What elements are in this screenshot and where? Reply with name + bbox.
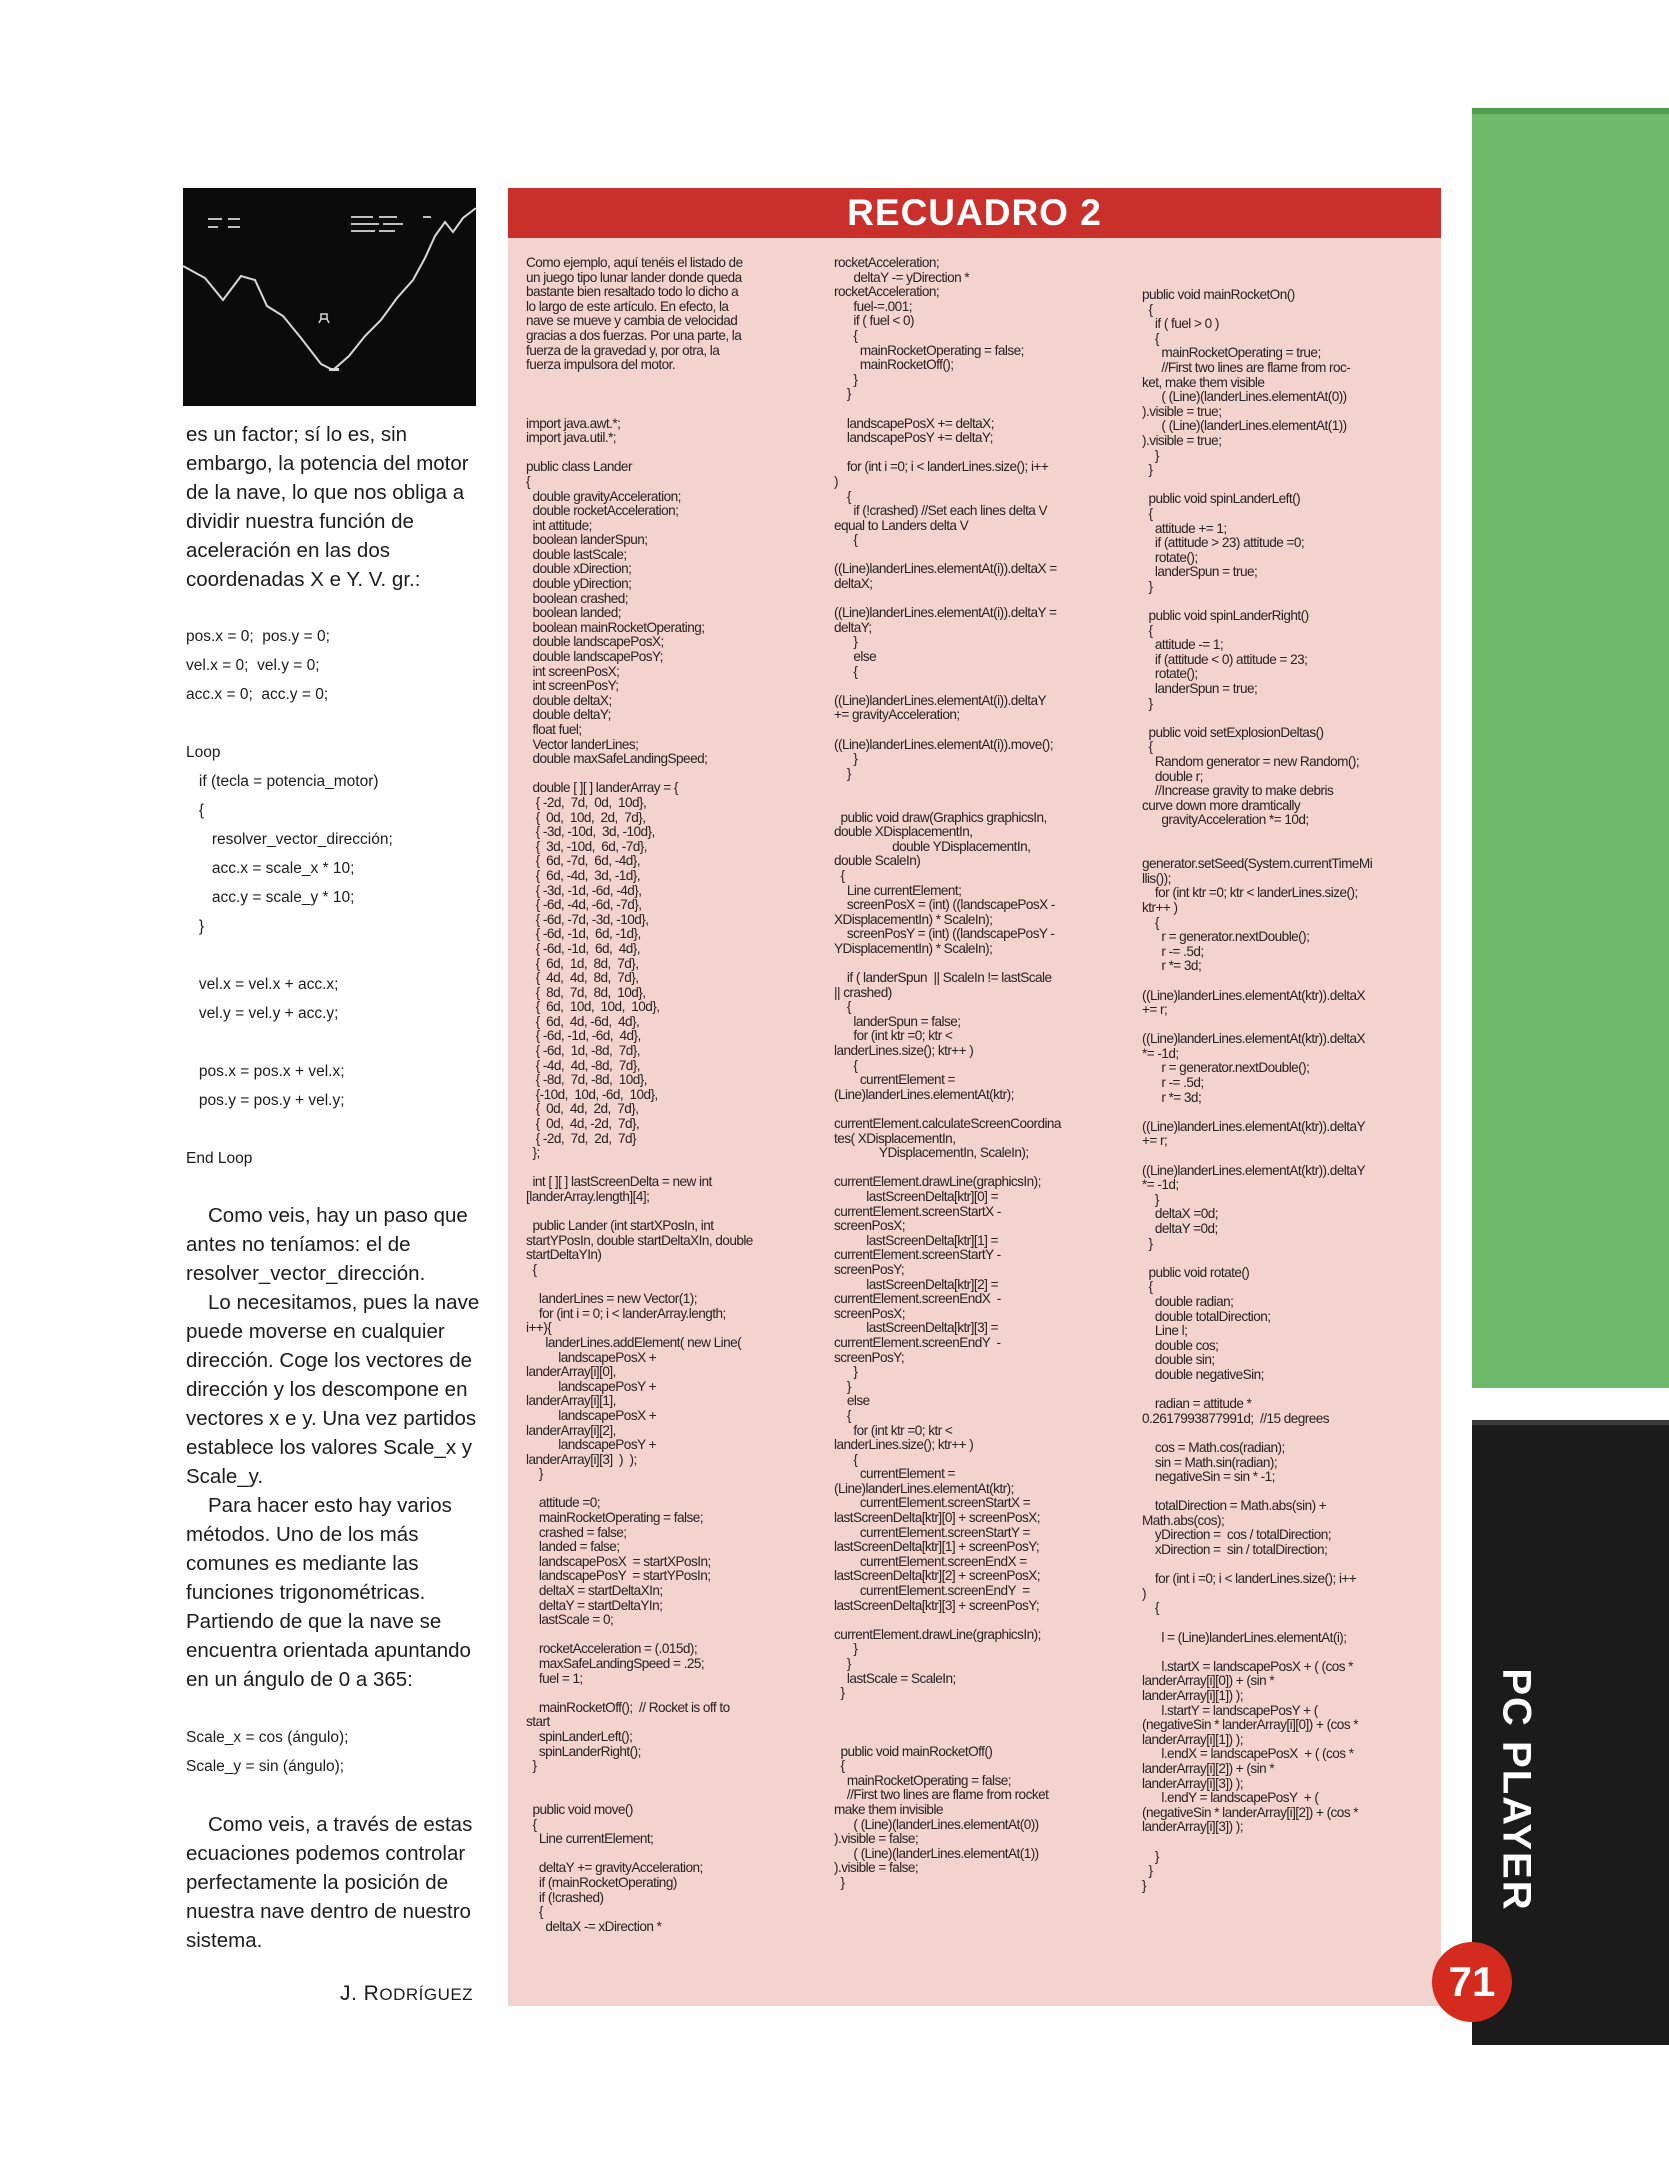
author-initial: J. R — [340, 1982, 380, 2005]
paragraph-4: Como veis, a través de estas ecuaciones podemos controlar perfectamente la posición de nuestra nave dentro de nuestro sistema. — [186, 1813, 473, 1952]
section-color-tab — [1472, 108, 1669, 1388]
init-code: pos.x = 0; pos.y = 0; vel.x = 0; vel.y = 0; acc.x = 0; acc.y = 0; — [186, 628, 330, 703]
code-column-2: rocketAcceleration; deltaY -= yDirection * rocketAcceleration; fuel-=.001; if ( fuel < 0) { mainRocketOperating = false; mainRocketOff(); } } landscapePosX += deltaX; landscapePosY += deltaY; for (int i =0; i < landerLines.size(); i++ ) { if (!crashed) //Set each lines delta V equal to Landers delta V { ((Line)landerLines.elementAt(i)).deltaX = deltaX; ((Line)landerLines.elementAt(i)).deltaY = deltaY; } else { ((Line)landerLines.elementAt(i)).deltaY += gravityAcceleration; ((Line)landerLines.elementAt(i)).move(); } } public void draw(Graphics graphicsIn, double XDisplacementIn, double YDisplacementIn, double ScaleIn) { Line currentElement; screenPosX = (int) ((landscapePosX - XDisplacementIn) * ScaleIn); screenPosY = (int) ((landscapePosY - YDisplacementIn) * ScaleIn); if ( landerSpun || ScaleIn != lastScale || crashed) { landerSpun = false; for (int ktr =0; ktr < landerLines.size(); ktr++ ) { currentElement = (Line)landerLines.elementAt(ktr); currentElement.calculateScreenCoordina tes( XDisplacementIn, YDisplacementIn, ScaleIn); currentElement.drawLine(graphicsIn); lastScreenDelta[ktr][0] = currentElement.screenStartX - screenPosX; lastScreenDelta[ktr][1] = currentElement.screenStartY - screenPosY; lastScreenDelta[ktr][2] = currentElement.screenEndX - screenPosX; lastScreenDelta[ktr][3] = currentElement.screenEndY - screenPosY; } } else { for (int ktr =0; ktr < landerLines.size(); ktr++ ) { currentElement = (Line)landerLines.elementAt(ktr); currentElement.screenStartX = lastScreenDelta[ktr][0] + screenPosX; currentElement.screenStartY = lastScreenDelta[ktr][1] + screenPosY; currentElement.screenEndX = lastScreenDelta[ktr][2] + screenPosX; currentElement.screenEndY = lastScreenDelta[ktr][3] + screenPosY; currentElement.drawLine(graphicsIn); } } lastScale = ScaleIn; } public void mainRocketOff() { mainRocketOperating = false; //First two lines are flame from rocket make them invisible ( (Line)(landerLines.elementAt(0)) ).visible = false; ( (Line)(landerLines.elementAt(1)) ).visible = false; } — [834, 255, 1061, 1890]
paragraph-1: Como veis, hay un paso que antes no teníamos: el de resolver_vector_dirección. — [186, 1204, 468, 1285]
magazine-tab-edge — [1472, 1420, 1669, 1425]
loop-code: Loop if (tecla = potencia_motor) { resolver_vector_dirección; acc.x = scale_x * 10; acc.y = scale_y * 10; } vel.x = vel.x + acc.x; vel.y = vel.y + acc.y; pos.x = pos.x + vel.x; pos.y = pos.y + vel.y; End Loop — [186, 744, 393, 1167]
paragraph-2: Lo necesitamos, pues la nave puede moverse en cualquier dirección. Coge los vectores de dirección y los descompone en vectores x e y. Una vez partidos establece los valores Scale_x y Scale_y. — [186, 1291, 480, 1488]
paragraph-3: Para hacer esto hay varios métodos. Uno de los más comunes es mediante las funciones trigonométricas. Partiendo de que la nave se encuentra orientada apuntando en un ángulo de 0 a 365: — [186, 1494, 471, 1691]
page-number-badge: 71 — [1432, 1942, 1512, 2022]
code-column-3: public void mainRocketOn() { if ( fuel > 0 ) { mainRocketOperating = true; //First two lines are flame from roc- ket, make them visible ( (Line)(landerLines.elementAt(0)) ).visible = true; ( (Line)(landerLines.elementAt(1)) ).visible = true; } } public void spinLanderLeft() { attitude += 1; if (attitude > 23) attitude =0; rotate(); landerSpun = true; } public void spinLanderRight() { attitude -= 1; if (attitude < 0) attitude = 23; rotate(); landerSpun = true; } public void setExplosionDeltas() { Random generator = new Random(); double r; //Increase gravity to make debris curve down more dramtically gravityAcceleration *= 10d; generator.setSeed(System.currentTimeMi llis()); for (int ktr =0; ktr < landerLines.size(); ktr++ ) { r = generator.nextDouble(); r -= .5d; r *= 3d; ((Line)landerLines.elementAt(ktr)).deltaX += r; ((Line)landerLines.elementAt(ktr)).deltaX *= -1d; r = generator.nextDouble(); r -= .5d; r *= 3d; ((Line)landerLines.elementAt(ktr)).deltaY += r; ((Line)landerLines.elementAt(ktr)).deltaY *= -1d; } deltaX =0d; deltaY =0d; } public void rotate() { double radian; double totalDirection; Line l; double cos; double sin; double negativeSin; radian = attitude * 0.2617993877991d; //15 degrees cos = Math.cos(radian); sin = Math.sin(radian); negativeSin = sin * -1; totalDirection = Math.abs(sin) + Math.abs(cos); yDirection = cos / totalDirection; xDirection = sin / totalDirection; for (int i =0; i < landerLines.size(); i++ ) { l = (Line)landerLines.elementAt(i); l.startX = landscapePosX + ( (cos * landerArray[i][0]) + (sin * landerArray[i][1]) ); l.startY = landscapePosY + ( (negativeSin * landerArray[i][0]) + (cos * landerArray[i][1]) ); l.endX = landscapePosX + ( (cos * landerArray[i][2]) + (sin * landerArray[i][3]) ); l.endY = landscapePosY + ( (negativeSin * landerArray[i][2]) + (cos * landerArray[i][3]) ); } } } — [1142, 287, 1373, 1893]
recuadro-box — [508, 188, 1441, 2006]
scale-code: Scale_x = cos (ángulo); Scale_y = sin (ángulo); — [186, 1729, 349, 1775]
magazine-name — [1491, 1640, 1541, 1940]
article-column — [186, 420, 486, 1955]
magazine-name-label: PC PLAYER — [1494, 1668, 1539, 1912]
section-color-tab-edge — [1472, 108, 1669, 114]
tab-gap — [1472, 1388, 1669, 1420]
lead-paragraph: es un factor; sí lo es, sin embargo, la potencia del motor de la nave, lo que nos obliga a dividir nuestra función de aceleración en las dos coordenadas X e Y. V. gr.: — [186, 423, 469, 591]
lunar-lander-terrain-image — [183, 188, 476, 406]
author-byline — [340, 1982, 473, 2006]
code-column-1: Como ejemplo, aquí tenéis el listado de un juego tipo lunar lander donde queda bastante bien resaltado todo lo dicho a lo largo de este artículo. En efecto, la nave se mueve y cambia de velocidad gracias a dos fuerzas. Por una parte, la fuerza de la gravedad y, por otra, la fuerza impulsora del motor. import java.awt.*; import java.util.*; public class Lander { double gravityAcceleration; double rocketAcceleration; int attitude; boolean landerSpun; double lastScale; double xDirection; double yDirection; boolean crashed; boolean landed; boolean mainRocketOperating; double landscapePosX; double landscapePosY; int screenPosX; int screenPosY; double deltaX; double deltaY; float fuel; Vector landerLines; double maxSafeLandingSpeed; double [ ][ ] landerArray = { { -2d, 7d, 0d, 10d}, { 0d, 10d, 2d, 7d}, { -3d, -10d, 3d, -10d}, { 3d, -10d, 6d, -7d}, { 6d, -7d, 6d, -4d}, { 6d, -4d, 3d, -1d}, { -3d, -1d, -6d, -4d}, { -6d, -4d, -6d, -7d}, { -6d, -7d, -3d, -10d}, { -6d, -1d, 6d, -1d}, { -6d, -1d, 6d, 4d}, { 6d, 1d, 8d, 7d}, { 4d, 4d, 8d, 7d}, { 8d, 7d, 8d, 10d}, { 6d, 10d, 10d, 10d}, { 6d, 4d, -6d, 4d}, { -6d, -1d, -6d, 4d}, { -6d, 1d, -8d, 7d}, { -4d, 4d, -8d, 7d}, { -8d, 7d, -8d, 10d}, {-10d, 10d, -6d, 10d}, { 0d, 4d, 2d, 7d}, { 0d, 4d, -2d, 7d}, { -2d, 7d, 2d, 7d} }; int [ ][ ] lastScreenDelta = new int [landerArray.length][4]; public Lander (int startXPosIn, int startYPosIn, double startDeltaXIn, double startDeltaYIn) { landerLines = new Vector(1); for (int i = 0; i < landerArray.length; i++){ landerLines.addElement( new Line( landscapePosX + landerArray[i][0], landscapePosY + landerArray[i][1], landscapePosX + landerArray[i][2], landscapePosY + landerArray[i][3] ) ); } attitude =0; mainRocketOperating = false; crashed = false; landed = false; landscapePosX = startXPosIn; landscapePosY = startYPosIn; deltaX = startDeltaXIn; deltaY = startDeltaYIn; lastScale = 0; rocketAcceleration = (.015d); maxSafeLandingSpeed = .25; fuel = 1; mainRocketOff(); // Rocket is off to start spinLanderLeft(); spinLanderRight(); } public void move() { Line currentElement; deltaY += gravityAcceleration; if (mainRocketOperating) if (!crashed) { deltaX -= xDirection * — [526, 255, 753, 1934]
game-screenshot — [183, 188, 476, 406]
author-surname: ODRÍGUEZ — [379, 1985, 474, 2004]
box-title: RECUADRO 2 — [847, 192, 1102, 233]
